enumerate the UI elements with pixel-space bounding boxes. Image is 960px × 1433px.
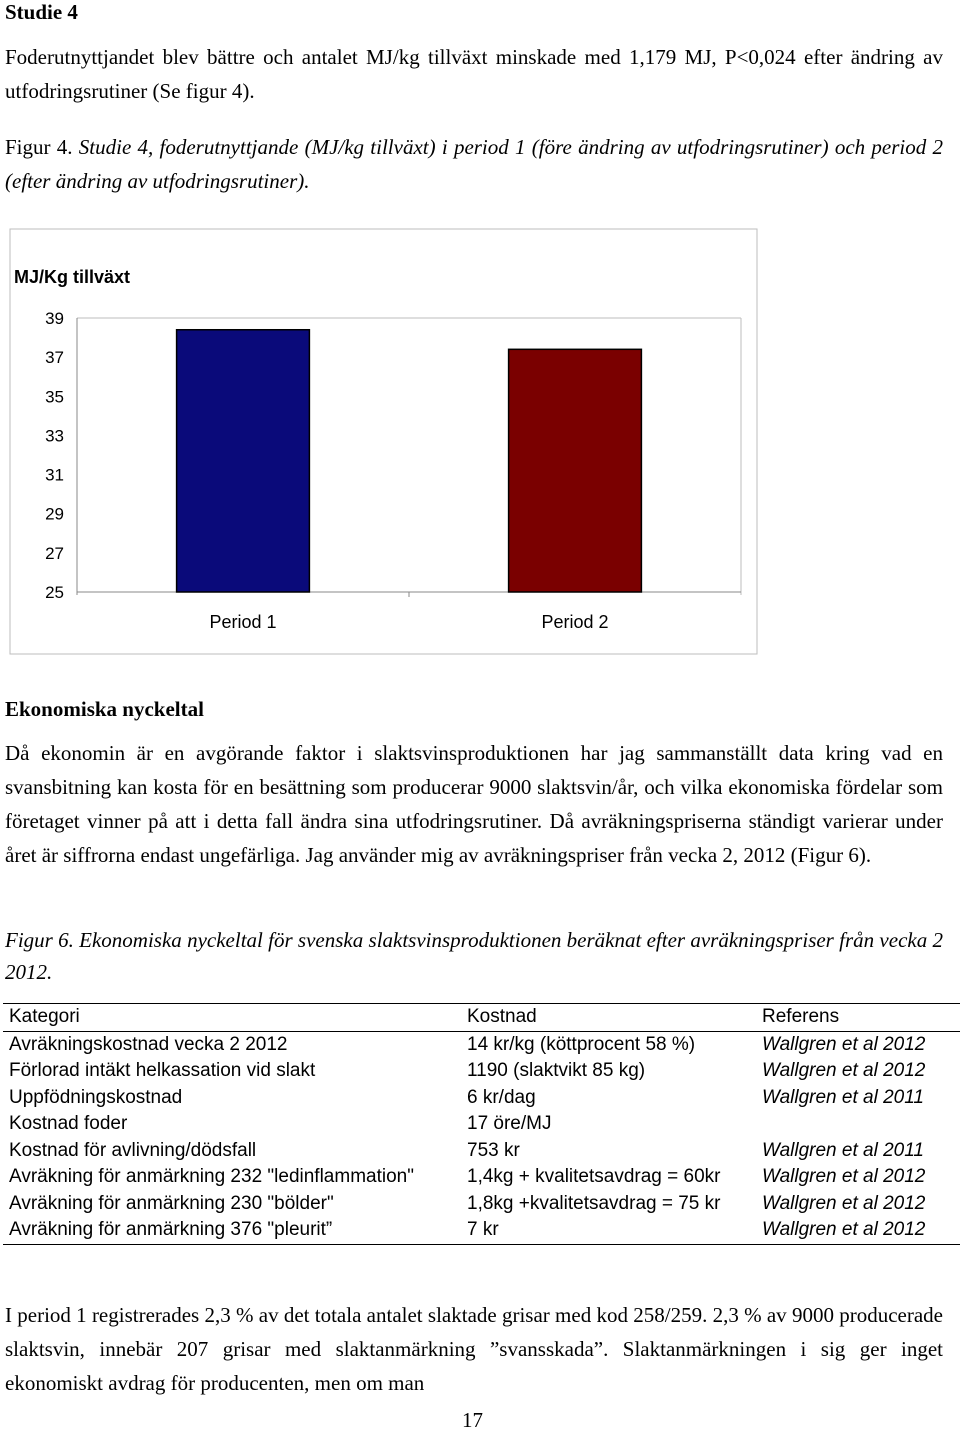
cell-kategori: Kostnad foder xyxy=(9,1113,128,1135)
y-tick-label: 27 xyxy=(45,543,64,563)
cell-kostnad: 1,8kg +kvalitetsavdrag = 75 kr xyxy=(467,1192,721,1214)
table-row xyxy=(3,1191,960,1218)
cell-kategori: Avräkning för anmärkning 230 "bölder" xyxy=(9,1192,334,1214)
table-row xyxy=(3,1058,960,1085)
economics-table xyxy=(3,1003,960,1245)
economics-paragraph: Då ekonomin är en avgörande faktor i slaktsvinsproduktionen har jag sammanställt data kring vad en svansbitning kan kosta för en besättning som producerar 9000 slaktsvin/år, och vilka ekonomiska fördelar som företaget vinner på att i detta fall ändra sina utfodringsrutiner. Då avräkningspriserna ständigt varierar under året är siffrorna endast ungefärliga. Jag använder mig av avräkningspriser från vecka 2, 2012 (Figur 6). xyxy=(5,741,943,867)
intro-paragraph: Foderutnyttjandet blev bättre och antalet MJ/kg tillväxt minskade med 1,179 MJ, P<0,024 efter ändring av utfodringsrutiner (Se figur 4). xyxy=(5,45,943,103)
x-tick-label: Period 1 xyxy=(209,612,277,632)
table-row xyxy=(3,1164,960,1191)
cell-kategori: Kostnad för avlivning/dödsfall xyxy=(9,1139,257,1161)
bar-1 xyxy=(177,330,310,592)
y-tick-label: 31 xyxy=(45,465,64,485)
table-row xyxy=(3,1031,960,1058)
x-tick-label: Period 2 xyxy=(541,612,609,632)
section-title: Studie 4 xyxy=(5,0,78,24)
table-row xyxy=(3,1138,960,1165)
y-axis-label: MJ/Kg tillväxt xyxy=(14,267,131,287)
y-tick-label: 37 xyxy=(45,348,64,368)
cell-referens: Wallgren et al 2011 xyxy=(762,1086,924,1108)
figure4-caption-text: Studie 4, foderutnyttjande (MJ/kg tillväxt) i period 1 (före ändring av utfodringsrutiner) och period 2 (efter ändring av utfodringsrutiner). xyxy=(5,135,943,193)
cell-kostnad: 17 öre/MJ xyxy=(467,1113,552,1135)
y-tick-label: 33 xyxy=(45,426,64,446)
cell-kostnad: 1,4kg + kvalitetsavdrag = 60kr xyxy=(467,1166,721,1188)
bar-2 xyxy=(509,349,642,592)
cell-referens xyxy=(756,1111,960,1138)
economics-title: Ekonomiska nyckeltal xyxy=(5,697,204,721)
y-tick-label: 35 xyxy=(45,387,64,407)
table-row xyxy=(3,1111,960,1138)
cell-referens: Wallgren et al 2012 xyxy=(762,1192,926,1214)
y-tick-label: 39 xyxy=(45,309,64,328)
cell-referens: Wallgren et al 2012 xyxy=(762,1219,926,1241)
page-number: 17 xyxy=(462,1408,483,1432)
cell-referens: Wallgren et al 2012 xyxy=(762,1166,926,1188)
cell-referens: Wallgren et al 2012 xyxy=(762,1033,926,1055)
header-referens: Referens xyxy=(762,1006,840,1028)
cell-kostnad: 6 kr/dag xyxy=(467,1086,536,1108)
chart-frame xyxy=(10,229,757,654)
table-body xyxy=(3,1031,960,1244)
cell-referens: Wallgren et al 2012 xyxy=(762,1060,926,1082)
cell-kostnad: 7 kr xyxy=(467,1219,499,1241)
header-kategori: Kategori xyxy=(9,1006,80,1028)
figure6-label: Figur 6. xyxy=(5,928,74,952)
cell-kategori: Avräkning för anmärkning 376 "pleurit” xyxy=(9,1219,333,1241)
figure4-label: Figur 4. xyxy=(5,135,73,159)
cell-kostnad: 1190 (slaktvikt 85 kg) xyxy=(467,1060,646,1082)
x-tick-labels xyxy=(209,612,608,632)
bars xyxy=(177,330,642,592)
figure6-caption xyxy=(5,924,943,988)
header-kostnad: Kostnad xyxy=(467,1006,537,1028)
cell-referens: Wallgren et al 2011 xyxy=(762,1139,924,1161)
y-tick-label: 25 xyxy=(45,583,64,602)
y-tick-labels xyxy=(45,309,64,602)
table-row xyxy=(3,1217,960,1244)
cell-kategori: Avräkning för anmärkning 232 "ledinflammation" xyxy=(9,1166,414,1188)
figure6-caption-text: Ekonomiska nyckeltal för svenska slaktsvinsproduktionen beräknat efter avräkningspriser från vecka 2 2012. xyxy=(5,928,943,984)
y-tick-label: 29 xyxy=(45,504,64,524)
cell-kostnad: 753 kr xyxy=(467,1139,520,1161)
cell-kostnad: 14 kr/kg (köttprocent 58 %) xyxy=(467,1033,696,1055)
table-row xyxy=(3,1085,960,1112)
cell-kategori: Förlorad intäkt helkassation vid slakt xyxy=(9,1060,316,1082)
cell-kategori: Avräkningskostnad vecka 2 2012 xyxy=(9,1033,288,1055)
cell-kategori: Uppfödningskostnad xyxy=(9,1086,183,1108)
table-header-row xyxy=(3,1004,960,1032)
bar-chart xyxy=(0,0,960,680)
closing-paragraph: I period 1 registrerades 2,3 % av det totala antalet slaktade grisar med kod 258/259. 2,3 % av 9000 producerade slaktsvin, innebär 207 grisar med slaktanmärkning ”svansskada”. Slaktanmärkningen i sig ger inget ekonomiskt avdrag för producenten, men om man xyxy=(5,1303,943,1395)
